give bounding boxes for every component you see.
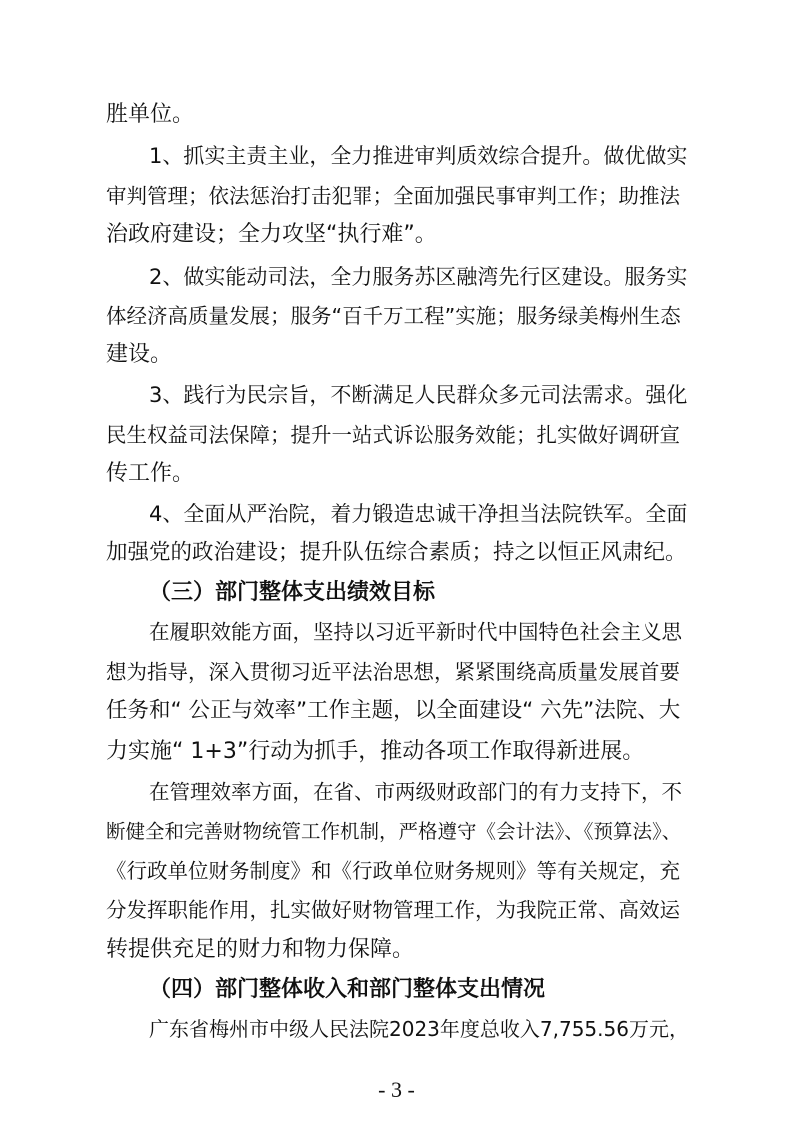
page-number: - 3 - (378, 1077, 415, 1102)
paragraph-line: 广东省梅州市中级人民法院2023年度总收入7,755.56万元， (149, 1017, 689, 1041)
paragraph-line: 想为指导，深入贯彻习近平法治思想，紧紧围绕高质量发展首要 (106, 660, 680, 684)
paragraph-line: 加强党的政治建设；提升队伍综合素质；持之以恒正风肃纪。 (106, 540, 687, 565)
paragraph-line: 在履职效能方面，坚持以习近平新时代中国特色社会主义思 (149, 620, 682, 644)
paragraph-line: 2、做实能动司法，全力服务苏区融湾先行区建设。服务实 (149, 265, 688, 289)
paragraph-line: 民生权益司法保障；提升一站式诉讼服务效能；扎实做好调研宣 (106, 423, 680, 447)
paragraph-line: 4、全面从严治院，着力锻造忠诚干净担当法院铁军。全面 (149, 502, 688, 526)
paragraph-line: 《行政单位财务制度》和《行政单位财务规则》等有关规定，充 (106, 859, 680, 883)
section-heading-3: （三）部门整体支出绩效目标 (149, 580, 436, 605)
paragraph-line: 胜单位。 (106, 102, 195, 127)
paragraph-line: 分发挥职能作用，扎实做好财物管理工作，为我院正常、高效运 (106, 898, 680, 922)
paragraph-line: 转提供充足的财力和物力保障。 (106, 937, 415, 962)
paragraph-line: 审判管理；依法惩治打击犯罪；全面加强民事审判工作；助推法 (106, 184, 680, 208)
section-heading-4: （四）部门整体收入和部门整体支出情况 (149, 977, 546, 1002)
paragraph-line: 在管理效率方面，在省、市两级财政部门的有力支持下，不 (149, 780, 682, 804)
paragraph-line: 体经济高质量发展；服务“百千万工程”实施；服务绿美梅州生态 (106, 304, 681, 328)
paragraph-line: 治政府建设；全力攻坚“执行难”。 (106, 222, 437, 247)
paragraph-line: 3、践行为民宗旨，不断满足人民群众多元司法需求。强化 (149, 383, 688, 407)
paragraph-line: 建设。 (106, 342, 173, 367)
paragraph-line: 断健全和完善财物统管工作机制，严格遵守《会计法》、《预算法》、 (106, 820, 682, 843)
paragraph-line: 任务和“ 公正与效率”工作主题，以全面建设“ 六先”法院、大 (106, 698, 681, 723)
paragraph-line: 1、抓实主责主业，全力推进审判质效综合提升。做优做实 (149, 144, 688, 168)
paragraph-line: 传工作。 (106, 461, 195, 486)
paragraph-line: 力实施“ 1+3”行动为抓手，推动各项工作取得新进展。 (106, 739, 645, 764)
